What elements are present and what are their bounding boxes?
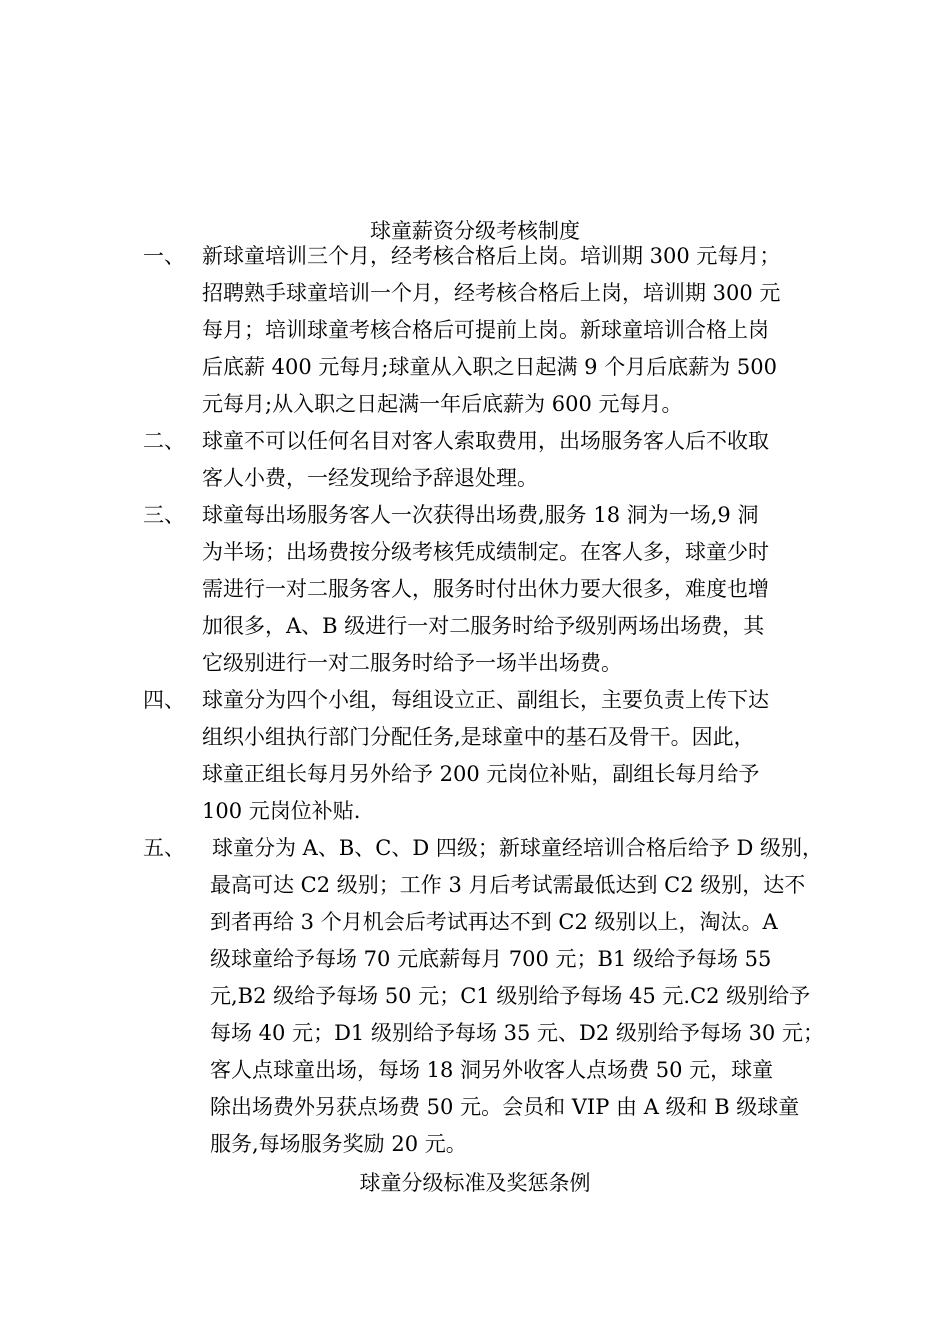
section-line: 元每月;从入职之日起满一年后底薪为 600 元每月。 xyxy=(202,392,683,416)
section-line: 它级别进行一对二服务时给予一场半出场费。 xyxy=(202,651,622,675)
section-line: 100 元岗位补贴. xyxy=(202,799,361,823)
section-line: 服务,每场服务奖励 20 元。 xyxy=(210,1132,467,1156)
section-number: 一、 xyxy=(143,244,185,268)
section-line: 需进行一对二服务客人，服务时付出休力要大很多，难度也增 xyxy=(202,577,769,601)
section-line: 最高可达 C2 级别；工作 3 月后考试需最低达到 C2 级别，达不 xyxy=(210,873,806,897)
section-line: 元,B2 级给予每场 50 元；C1 级别给予每场 45 元.C2 级别给予 xyxy=(210,984,811,1008)
section-line: 球童分为四个小组，每组设立正、副组长，主要负责上传下达 xyxy=(202,688,769,712)
document-subtitle: 球童分级标准及奖惩条例 xyxy=(359,1171,591,1195)
section-line: 为半场；出场费按分级考核凭成绩制定。在客人多，球童少时 xyxy=(202,540,769,564)
section-line: 客人小费，一经发现给予辞退处理。 xyxy=(202,466,538,490)
section-line: 后底薪 400 元每月;球童从入职之日起满 9 个月后底薪为 500 xyxy=(202,355,777,379)
section-line: 每场 40 元；D1 级别给予每场 35 元、D2 级别给予每场 30 元； xyxy=(210,1021,824,1045)
section-line: 级球童给予每场 70 元底薪每月 700 元；B1 级给予每场 55 xyxy=(210,947,772,971)
section-line: 球童正组长每月另外给予 200 元岗位补贴，副组长每月给予 xyxy=(202,762,760,786)
section-line: 球童不可以任何名目对客人索取费用，出场服务客人后不收取 xyxy=(202,429,769,453)
section-number: 二、 xyxy=(143,429,185,453)
section-line: 除出场费外另获点场费 50 元。会员和 VIP 由 A 级和 B 级球童 xyxy=(210,1095,800,1119)
section-number: 三、 xyxy=(143,503,185,527)
section-line: 球童每出场服务客人一次获得出场费,服务 18 洞为一场,9 洞 xyxy=(202,503,759,527)
section-line: 每月；培训球童考核合格后可提前上岗。新球童培训合格上岗 xyxy=(202,318,769,342)
document-title: 球童薪资分级考核制度 xyxy=(370,219,580,243)
section-line: 招聘熟手球童培训一个月，经考核合格后上岗，培训期 300 元 xyxy=(202,281,781,305)
section-line: 组织小组执行部门分配任务,是球童中的基石及骨干。因此， xyxy=(202,725,755,749)
section-number: 四、 xyxy=(143,688,185,712)
section-number: 五、 xyxy=(143,836,185,860)
section-line: 加很多，A、B 级进行一对二服务时给予级别两场出场费，其 xyxy=(202,614,765,638)
section-line: 客人点球童出场，每场 18 洞另外收客人点场费 50 元，球童 xyxy=(210,1058,774,1082)
section-line: 球童分为 A、B、C、D 四级；新球童经培训合格后给予 D 级别， xyxy=(212,836,824,860)
section-line: 到者再给 3 个月机会后考试再达不到 C2 级别以上，淘汰。A xyxy=(210,910,778,934)
section-line: 新球童培训三个月，经考核合格后上岗。培训期 300 元每月； xyxy=(202,244,781,268)
